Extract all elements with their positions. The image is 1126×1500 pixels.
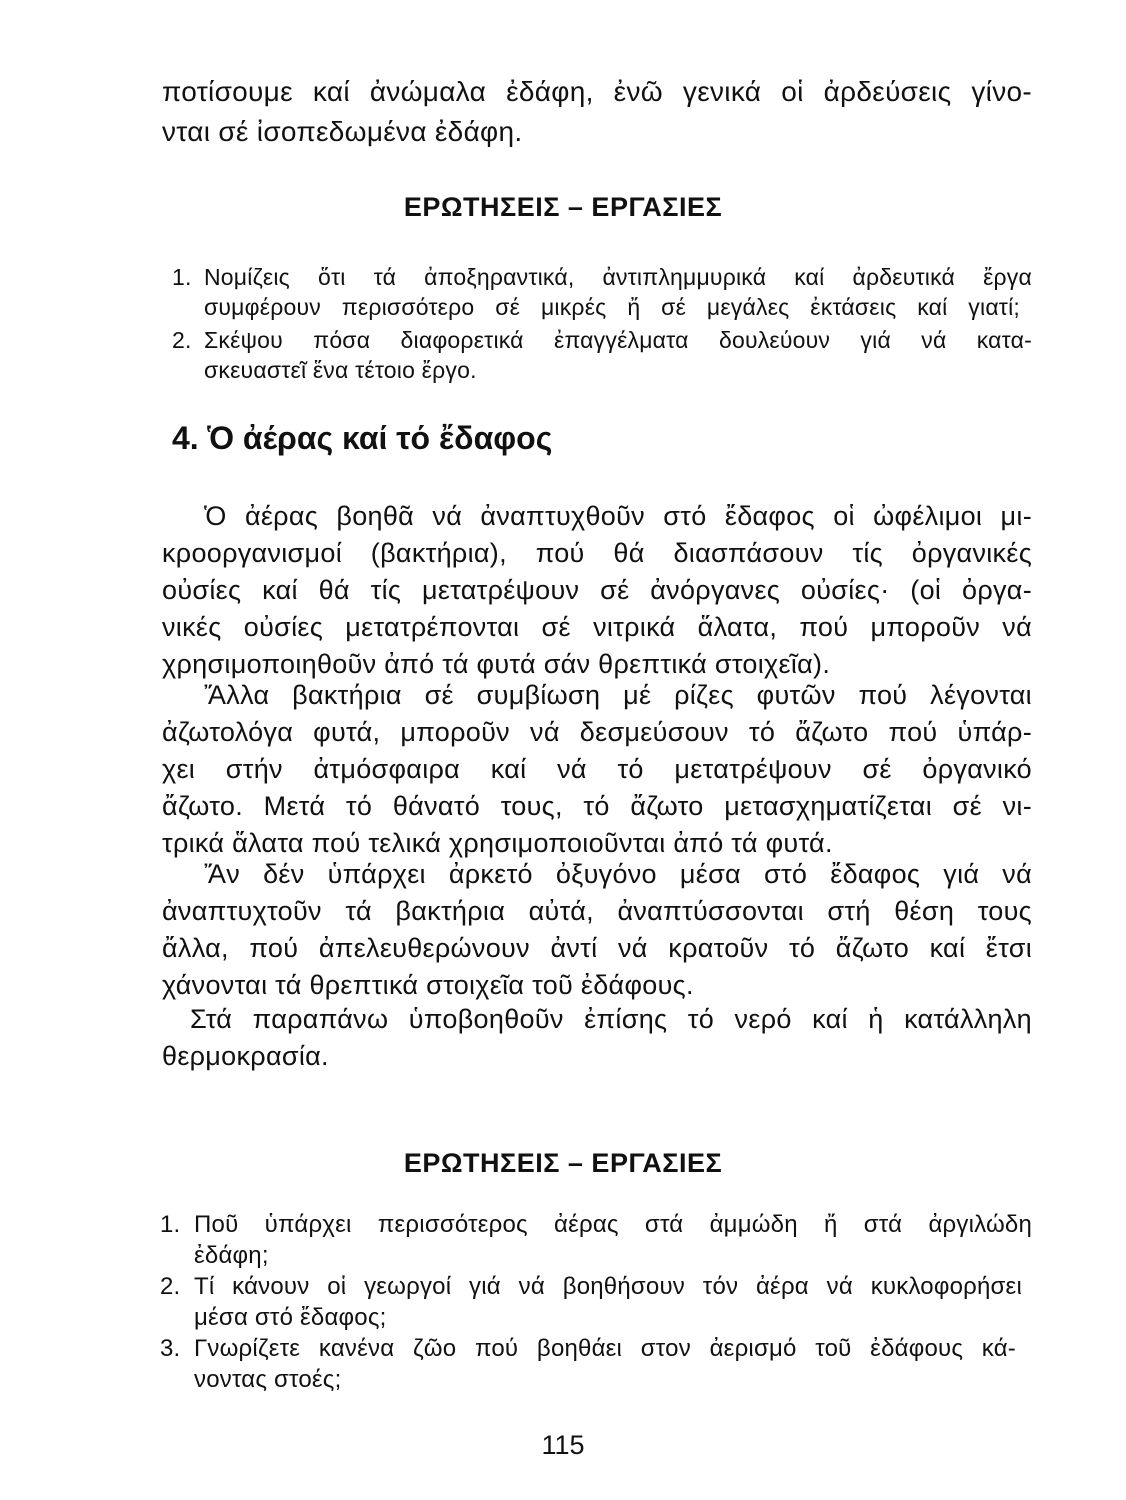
question-line: μέσα στό ἔδαφος; [194,1304,387,1331]
paragraph-line: Ἄλλα βακτήρια σέ συμβίωση μέ ρίζες φυτῶν πού λέγονται [204,680,1032,710]
paragraph-line: χει στήν ἀτμόσφαιρα καί νά τό μετατρέψουν σέ ὀργανικό [162,754,1032,784]
question-line: ἐδάφη; [194,1242,269,1269]
paragraph-line: θερμοκρασία. [162,1041,329,1071]
paragraph-line: ἀζωτολόγα φυτά, μποροῦν νά δεσμεύσουν τό ἄζωτο πού ὑπάρ- [162,717,1032,747]
intro-line: ποτίσουμε καί ἀνώμαλα ἐδάφη, ἐνῶ γενικά οἱ ἀρδεύσεις γίνο- [162,76,1032,107]
paragraph-line: ἄλλα, πού ἀπελευθερώνουν ἀντί νά κρατοῦν τό ἄζωτο καί ἔτσι [162,933,1032,963]
section-title: 4. Ὁ ἀέρας καί τό ἔδαφος [172,420,553,456]
question-number: 3. [160,1335,181,1362]
questions-heading: ΕΡΩΤΗΣΕΙΣ – ΕΡΓΑΣΙΕΣ [403,192,723,222]
question-line: Γνωρίζετε κανένα ζῶο πού βοηθάει στον ἀερισμό τοῦ ἐδάφους κά- [194,1335,1016,1362]
paragraph-line: Στά παραπάνω ὑποβοηθοῦν ἐπίσης τό νερό καί ἡ κατάλληλη [190,1004,1032,1034]
intro-line: νται σέ ἰσοπεδωμένα ἐδάφη. [162,116,523,147]
question-number: 1. [172,264,192,290]
question-number: 2. [172,327,192,353]
question-line: νοντας στοές; [194,1366,342,1393]
paragraph-line: νικές οὐσίες μετατρέπονται σέ νιτρικά ἅλατα, πού μποροῦν νά [162,612,1032,642]
question-line: σκευαστεῖ ἕνα τέτοιο ἔργο. [204,357,477,383]
paragraph-line: τρικά ἅλατα πού τελικά χρησιμοποιοῦνται ἀπό τά φυτά. [162,828,833,858]
question-line: συμφέρουν περισσότερο σέ μικρές ἤ σέ μεγάλες ἐκτάσεις καί γιατί; [204,294,1020,320]
question-number: 1. [160,1211,181,1238]
question-line: Νομίζεις ὅτι τά ἀποξηραντικά, ἀντιπλημμυρικά καί ἀρδευτικά ἔργα [204,264,1032,290]
questions-heading: ΕΡΩΤΗΣΕΙΣ – ΕΡΓΑΣΙΕΣ [403,1148,723,1178]
paragraph-line: ἀναπτυχτοῦν τά βακτήρια αὐτά, ἀναπτύσσονται στή θέση τους [162,896,1032,926]
paragraph-line: Ἄν δέν ὑπάρχει ἀρκετό ὀξυγόνο μέσα στό ἔδαφος γιά νά [204,859,1032,889]
question-number: 2. [160,1273,181,1300]
question-line: Τί κάνουν οἱ γεωργοί γιά νά βοηθήσουν τόν ἀέρα νά κυκλοφορήσει [194,1273,1022,1300]
question-line: Σκέψου πόσα διαφορετικά ἐπαγγέλματα δουλεύουν γιά νά κατα- [204,327,1032,353]
question-line: Ποῦ ὑπάρχει περισσότερος ἀέρας στά ἀμμώδη ἤ στά ἀργιλώδη [194,1211,1032,1238]
page-number: 115 [541,1430,585,1460]
paragraph-line: ἄζωτο. Μετά τό θάνατό τους, τό ἄζωτο μετασχηματίζεται σέ νι- [162,791,1032,821]
paragraph-line: χάνονται τά θρεπτικά στοιχεῖα τοῦ ἐδάφους. [162,970,694,1000]
paragraph-line: οὐσίες καί θά τίς μετατρέψουν σέ ἀνόργανες οὐσίες· (οἱ ὀργα- [162,575,1032,605]
paragraph-line: χρησιμοποιηθοῦν ἀπό τά φυτά σάν θρεπτικά στοιχεῖα). [162,649,831,679]
paragraph-line: κροοργανισμοί (βακτήρια), πού θά διασπάσουν τίς ὀργανικές [162,538,1032,568]
paragraph-line: Ὁ ἀέρας βοηθᾶ νά ἀναπτυχθοῦν στό ἔδαφος οἱ ὠφέλιμοι μι- [204,501,1032,531]
